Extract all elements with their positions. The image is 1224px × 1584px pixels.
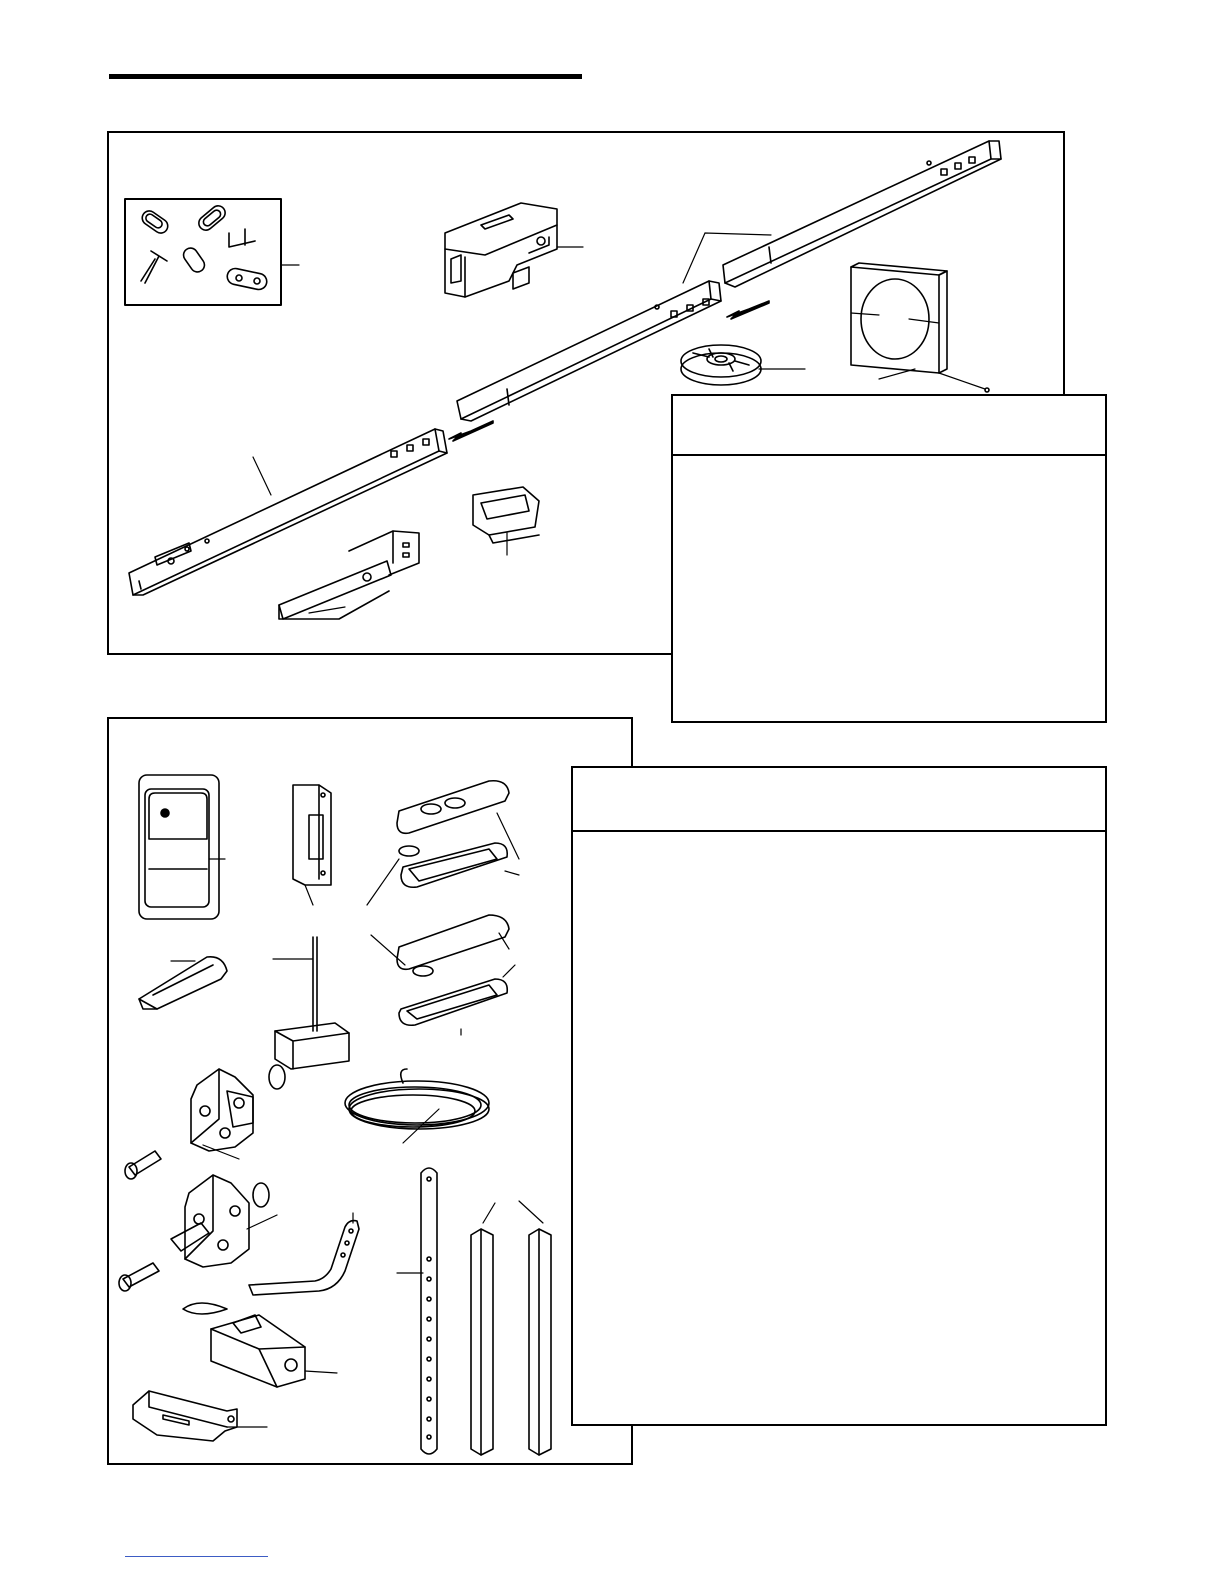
hardware-figure — [107, 717, 633, 1465]
straight-door-arm — [397, 1168, 437, 1454]
keychain-remote-top — [367, 781, 519, 905]
door-bracket-upper — [125, 1065, 285, 1179]
bell-wire — [345, 1069, 489, 1143]
insert-arrow-upper — [727, 301, 769, 319]
footer-link[interactable] — [125, 1556, 268, 1557]
hardware-parts-list-header — [573, 768, 1105, 832]
header-bracket — [279, 531, 419, 619]
rail-clip — [473, 487, 539, 555]
angle-brackets — [471, 1201, 551, 1455]
sprocket — [681, 345, 805, 385]
rail-section-upper — [683, 141, 1001, 287]
hardware-drawing — [109, 719, 635, 1467]
sensor-bracket — [133, 1391, 267, 1441]
rail-parts-list-box — [671, 394, 1107, 723]
insert-arrow-lower — [449, 421, 493, 441]
hardware-parts-list-box — [571, 766, 1107, 1426]
keychain-remote-bottom — [371, 915, 515, 1035]
rail-parts-list-header — [673, 396, 1105, 456]
door-bracket-lower — [119, 1175, 277, 1291]
chain-link-hardware — [125, 199, 299, 305]
door-control-button — [293, 785, 331, 905]
safety-sensor — [183, 1303, 337, 1387]
section-title-rule — [109, 74, 582, 79]
emergency-release-rope-handle — [273, 937, 349, 1069]
visor-clip — [139, 957, 227, 1009]
curved-door-arm — [249, 1213, 359, 1295]
remote-control — [139, 775, 225, 919]
chain-pack — [851, 263, 989, 392]
trolley — [445, 203, 583, 297]
